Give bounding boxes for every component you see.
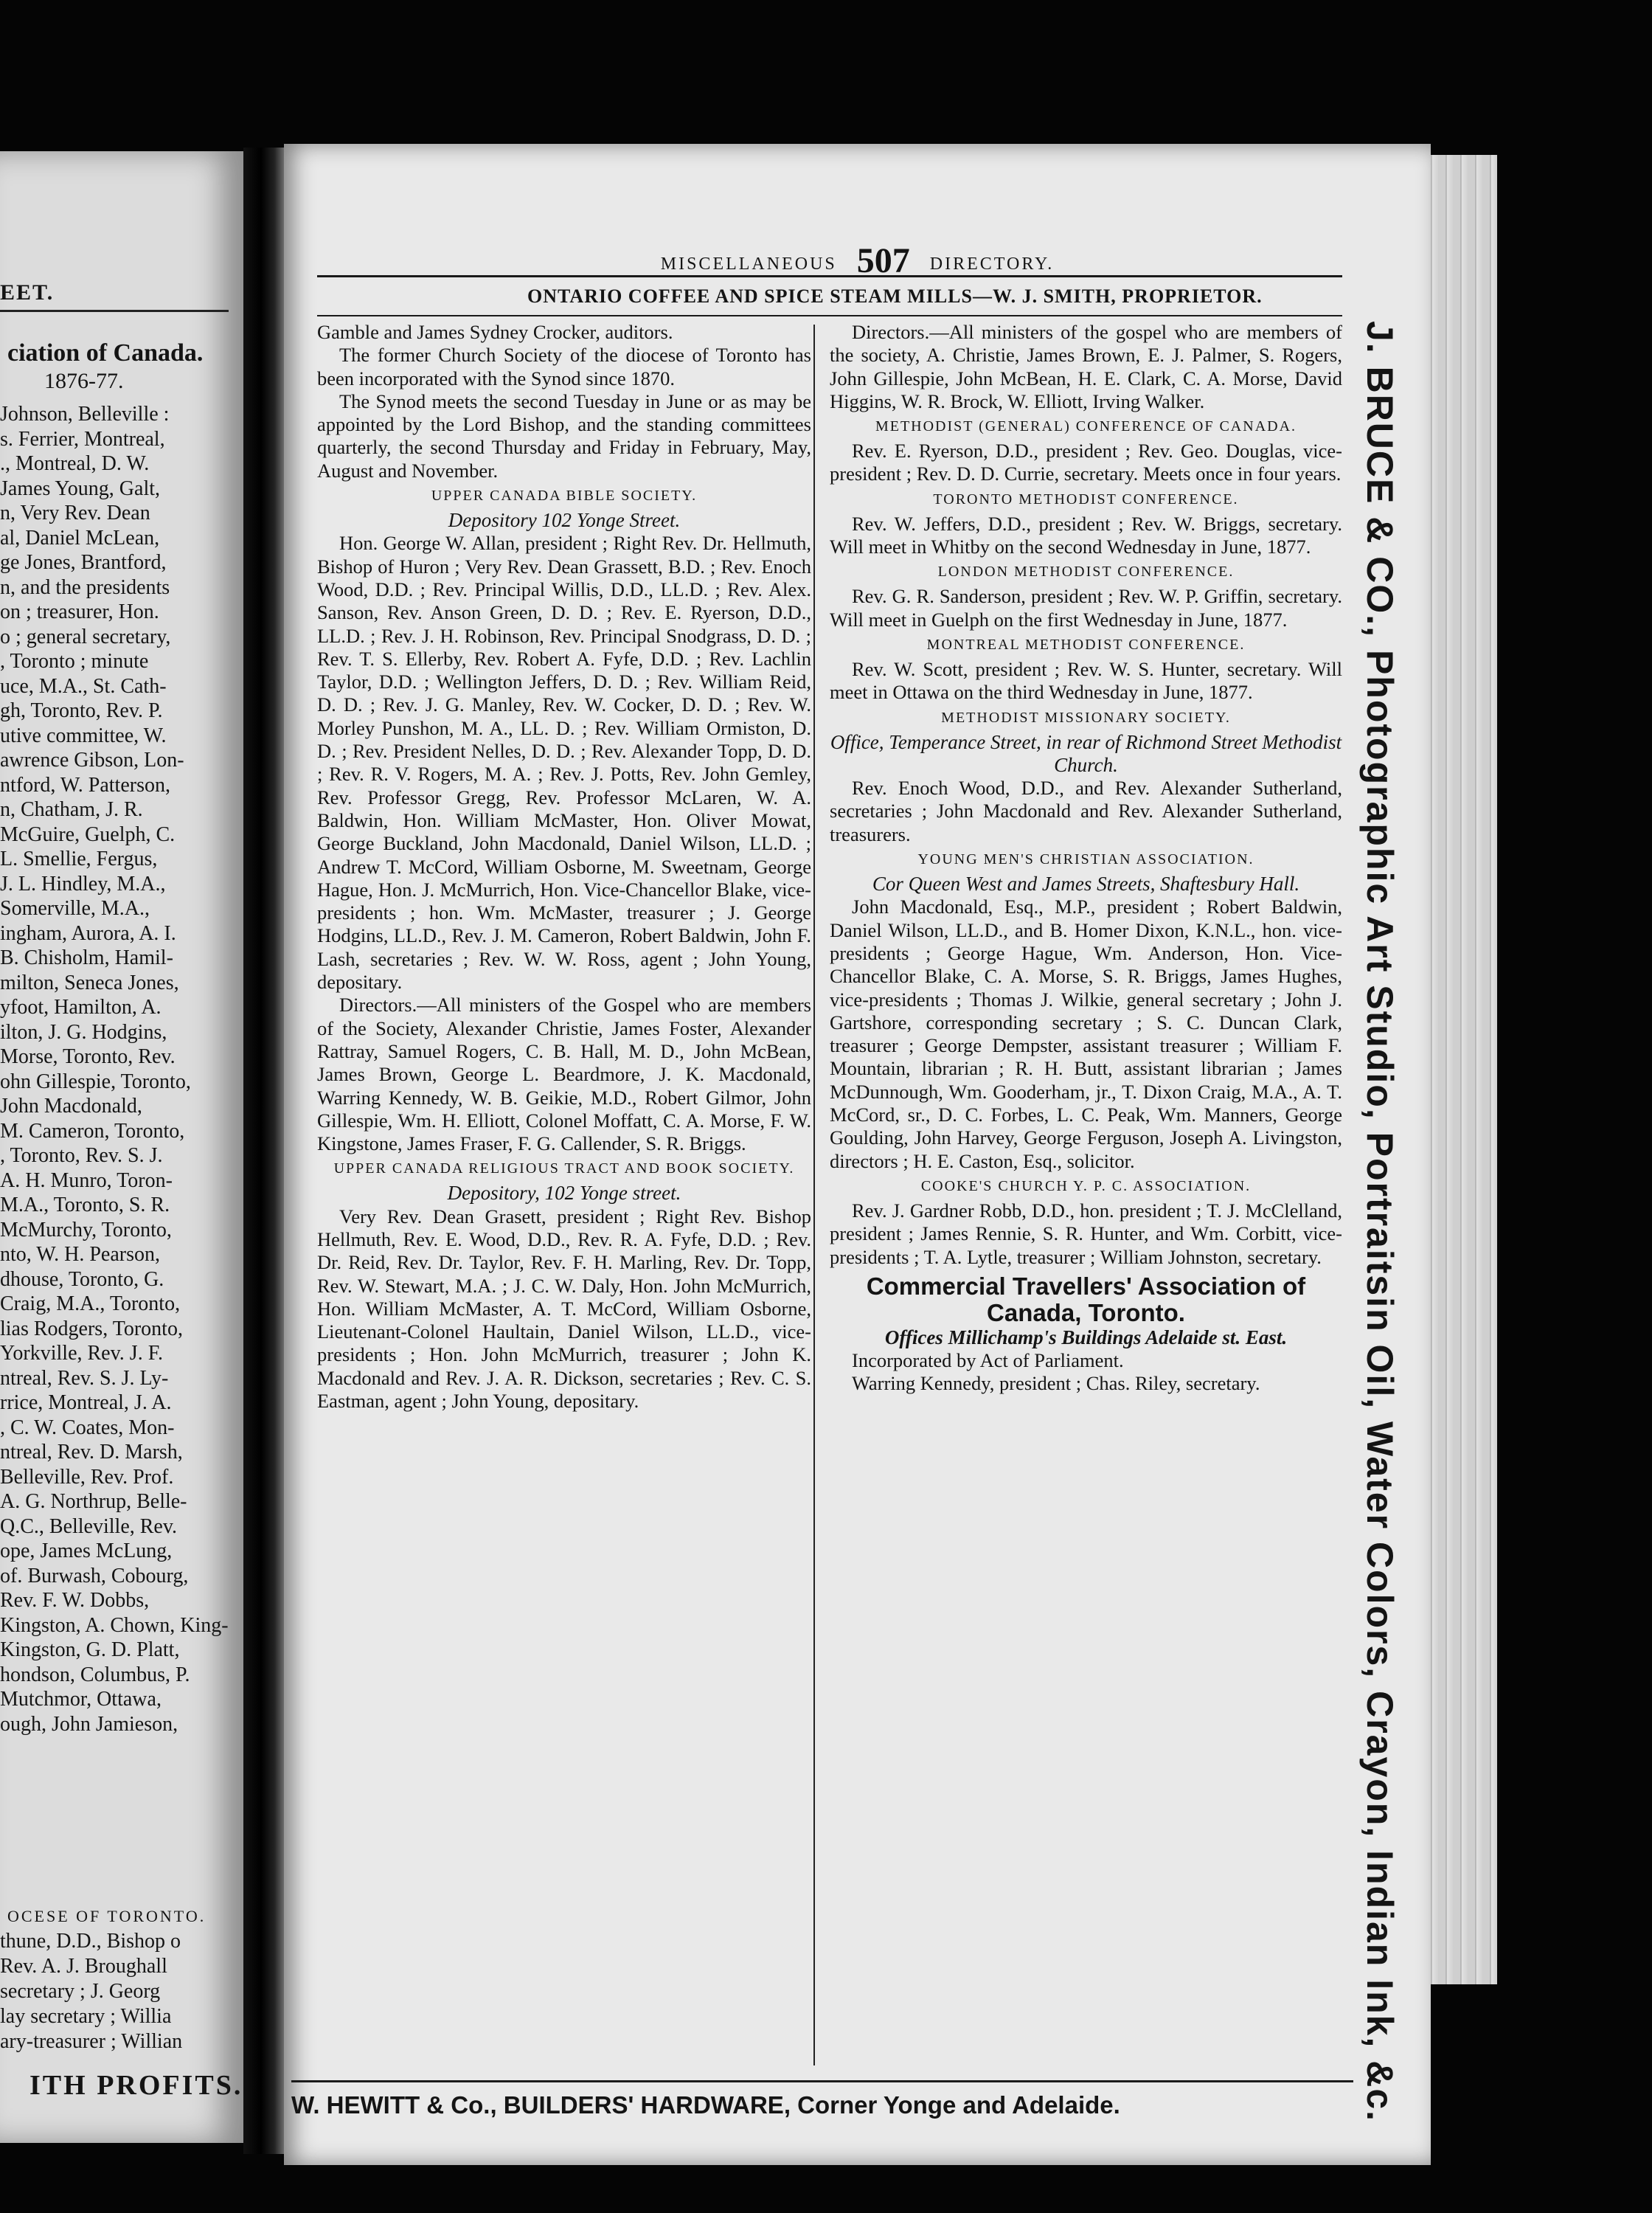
left-page-line: ge Jones, Brantford, [0, 551, 167, 574]
vertical-side-ad: J. BRUCE & CO., Photographic Art Studio, Portraitsin Oil, Water Colors, Crayon, Indian Ink, &c. [1359, 321, 1401, 2123]
left-page-line: , C. W. Coates, Mon- [0, 1416, 175, 1439]
paragraph: The Synod meets the second Tuesday in June or as may be appointed by the Lord Bishop, and the standing committees quarterly, the second Thursday and Friday in February, May, August and November. [317, 389, 811, 482]
left-page-line: L. Smellie, Fergus, [0, 848, 158, 870]
left-page-line: ntford, W. Patterson, [0, 773, 170, 797]
section-heading: METHODIST MISSIONARY SOCIETY. [941, 709, 1231, 726]
footer-rule [291, 2080, 1353, 2082]
section-address: Depository 102 Yonge Street. [448, 509, 681, 532]
left-page-line: s. Ferrier, Montreal, [0, 427, 165, 451]
left-page-line: Mutchmor, Ottawa, [0, 1688, 162, 1711]
left-page-line: Q.C., Belleville, Rev. [0, 1514, 178, 1538]
association-ad-office: Offices Millichamp's Buildings Adelaide st. East. [884, 1326, 1288, 1348]
page-edges [1423, 155, 1497, 1984]
banner-rule [317, 315, 1342, 316]
left-page-line: gh, Toronto, Rev. P. [0, 699, 163, 722]
left-page-line: thune, D.D., Bishop o [0, 1930, 181, 1953]
left-page-line: McGuire, Guelph, C. [0, 822, 176, 846]
left-page-line: A. G. Northrup, Belle- [0, 1490, 187, 1513]
left-page-line: John Macdonald, [0, 1095, 142, 1118]
left-page-line: Belleville, Rev. Prof. [0, 1465, 174, 1489]
left-page-text-lines-2 [0, 1929, 236, 2054]
left-page-line: milton, Seneca Jones, [0, 971, 179, 994]
section-heading: UPPER CANADA BIBLE SOCIETY. [431, 488, 698, 505]
left-page-running-head: EET. [0, 280, 55, 305]
section-heading: COOKE'S CHURCH Y. P. C. ASSOCIATION. [920, 1177, 1252, 1194]
running-head-left: MISCELLANEOUS [660, 254, 837, 274]
left-page-line: Rev. F. W. Dobbs, [0, 1589, 150, 1612]
left-page-line: ough, John Jamieson, [0, 1712, 178, 1736]
paragraph: Rev. J. Gardner Robb, D.D., hon. president ; T. J. McClelland, president ; James Rennie, S. R. Hunter, and Wm. Corbitt, vice-presidents ; T. A. Lytle, treasurer ; William Johnston, secretary. [830, 1199, 1342, 1268]
left-page-subheading: 1876-77. [44, 369, 124, 393]
left-page-line: J. L. Hindley, M.A., [0, 872, 166, 896]
left-page-line: lias Rodgers, Toronto, [0, 1317, 183, 1340]
left-page-line: dhouse, Toronto, G. [0, 1267, 164, 1291]
left-page-line: on ; treasurer, Hon. [0, 600, 159, 623]
paragraph: Directors.—All ministers of the gospel who are members of the society, A. Christie, James Brown, E. J. Palmer, S. Rogers, John Gillespie, John McBean, H. E. Clark, C. A. Morse, David Higgins, W. R. Brock, W. Elliott, Irving Walker. [830, 321, 1342, 412]
left-page-line: of. Burwash, Cobourg, [0, 1564, 189, 1587]
section-heading: YOUNG MEN'S CHRISTIAN ASSOCIATION. [917, 851, 1254, 868]
left-page-heading: ciation of Canada. [7, 339, 204, 367]
left-page-line: utive committee, W. [0, 724, 167, 747]
column-divider [813, 325, 815, 2065]
left-page-line: ingham, Aurora, A. I. [0, 921, 176, 945]
header-rule [317, 275, 1342, 277]
left-page-line: McMurchy, Toronto, [0, 1218, 172, 1241]
section-heading: TORONTO METHODIST CONFERENCE. [933, 491, 1239, 508]
left-page-line: n, and the presidents [0, 575, 170, 599]
left-page-line: ., Montreal, D. W. [0, 452, 150, 475]
left-facing-page [0, 151, 243, 2143]
left-page-line: nto, W. H. Pearson, [0, 1243, 160, 1266]
paragraph: Warring Kennedy, president ; Chas. Riley, secretary. [852, 1372, 1260, 1395]
association-ad-title: Commercial Travellers' Association of Canada, Toronto. [866, 1272, 1306, 1326]
page-number: 507 [856, 241, 910, 280]
left-page-text-lines [0, 402, 236, 1736]
section-heading: MONTREAL METHODIST CONFERENCE. [926, 636, 1246, 653]
paragraph: Rev. W. Scott, president ; Rev. W. S. Hunter, secretary. Will meet in Ottawa on the third Wednesday in June, 1877. [830, 657, 1342, 704]
section-address: Office, Temperance Street, in rear of Richmond Street Methodist Church. [830, 730, 1342, 776]
left-page-line: ope, James McLung, [0, 1540, 173, 1562]
right-column [830, 321, 1342, 2062]
left-page-line: ntreal, Rev. D. Marsh, [0, 1441, 183, 1464]
left-page-line: A. H. Munro, Toron- [0, 1168, 173, 1192]
left-page-line: hondson, Columbus, P. [0, 1663, 190, 1686]
paragraph: Directors.—All ministers of the Gospel who are members of the Society, Alexander Christie, James Foster, Alexander Rattray, Samuel Rogers, C. B. Hall, M. D., John McBean, James Brown, George L. Beardmore, J. K. Macdonald, Warring Kennedy, W. B. Geikie, M.D., Robert Gilmor, John Gillespie, Wm. H. Elliott, Colonel Moffatt, C. A. Morse, F. W. Kingstone, James Fraser, F. G. Callender, S. R. Briggs. [317, 994, 811, 1155]
paragraph: John Macdonald, Esq., M.P., president ; Robert Baldwin, Daniel Wilson, LL.D., and B. Homer Dixon, K.N.L., hon. vice-presidents ; George Hague, Wm. Anderson, Hon. Vice-Chancellor Blake, C. A. Morse, S. R. Briggs, James Hughes, vice-presidents ; Thomas J. Wilkie, general secretary ; John J. Gartshore, corresponding secretary ; S. C. Duncan Clark, treasurer ; George Dempster, assistant treasurer ; William F. Mountain, librarian ; R. H. Butt, assistant librarian ; James McDunnough, Wm. Gooderham, jr., T. Dixon Craig, M.A., A. T. McCord, sr., D. C. Forbes, L. C. Peak, Wm. Manners, George Goulding, John Harvey, George Ferguson, Joseph A. Livingston, directors ; H. E. Caston, Esq., solicitor. [830, 896, 1342, 1172]
left-page-line: n, Chatham, J. R. [0, 798, 143, 821]
left-page-line: o ; general secretary, [0, 625, 171, 648]
paragraph: Rev. Enoch Wood, D.D., and Rev. Alexander Sutherland, secretaries ; John Macdonald and Rev. Alexander Sutherland, treasurers. [830, 777, 1342, 845]
left-page-line: Morse, Toronto, Rev. [0, 1045, 176, 1068]
paragraph: The former Church Society of the diocese of Toronto has been incorporated with the Synod since 1870. [317, 344, 811, 389]
left-page-line: B. Chisholm, Hamil- [0, 946, 173, 969]
left-page-line: Johnson, Belleville : [0, 403, 170, 426]
left-page-line: James Young, Galt, [0, 477, 161, 500]
left-page-line: uce, M.A., St. Cath- [0, 674, 167, 698]
paragraph: Rev. E. Ryerson, D.D., president ; Rev. Geo. Douglas, vice-president ; Rev. D. D. Currie, secretary. Meets once in four years. [830, 440, 1342, 485]
left-page-line: Kingston, G. D. Platt, [0, 1638, 180, 1661]
paragraph: Rev. G. R. Sanderson, president ; Rev. W. P. Griffin, secretary. Will meet in Guelph on the first Wednesday in June, 1877. [830, 585, 1342, 631]
book-gutter [243, 148, 288, 2154]
directory-page [284, 144, 1431, 2165]
left-page-line: Yorkville, Rev. J. F. [0, 1342, 164, 1365]
paragraph: Rev. W. Jeffers, D.D., president ; Rev. W. Briggs, secretary. Will meet in Whitby on the second Wednesday in June, 1877. [830, 512, 1342, 558]
section-address: Depository, 102 Yonge street. [447, 1182, 681, 1205]
running-head [284, 243, 1431, 279]
paragraph: Incorporated by Act of Parliament. [852, 1349, 1124, 1372]
paragraph: Very Rev. Dean Grasett, president ; Right Rev. Bishop Hellmuth, Rev. E. Wood, D.D., Rev. R. A. Fyfe, D.D. ; Rev. Dr. Reid, Rev. Dr. Taylor, Rev. F. H. Marling, Rev. Dr. Topp, Rev. W. Stewart, M.A. ; J. C. W. Daly, Hon. John McMurrich, Hon. William McMaster, A. T. McCord, William Osborne, Lieutenant-Colonel Haultain, Daniel Wilson, LL.D., vice-presidents ; Hon. John McMurrich, treasurer ; John K. Macdonald and Rev. J. A. R. Dickson, secretaries ; Rev. C. S. Eastman, agent ; John Young, depositary. [317, 1205, 811, 1413]
left-page-line: , Toronto, Rev. S. J. [0, 1144, 163, 1167]
left-page-line: yfoot, Hamilton, A. [0, 996, 162, 1019]
left-column [317, 321, 811, 2062]
left-page-line: rrice, Montreal, J. A. [0, 1391, 172, 1414]
left-page-line: Craig, M.A., Toronto, [0, 1292, 181, 1315]
paragraph: Gamble and James Sydney Crocker, auditors. [317, 321, 673, 343]
section-heading: UPPER CANADA RELIGIOUS TRACT AND BOOK SOCIETY. [333, 1160, 795, 1177]
left-page-line: Kingston, A. Chown, King- [0, 1613, 229, 1637]
top-banner-ad: ONTARIO COFFEE AND SPICE STEAM MILLS—W. J. SMITH, PROPRIETOR. [527, 285, 1263, 307]
left-page-rule [0, 310, 229, 312]
left-page-line: ohn Gillespie, Toronto, [0, 1070, 191, 1093]
left-page-footer-ad: ITH PROFITS. [30, 2070, 243, 2101]
left-page-line: ilton, J. G. Hodgins, [0, 1020, 167, 1044]
left-page-line: n, Very Rev. Dean [0, 502, 150, 524]
left-page-section-heading: OCESE OF TORONTO. [7, 1907, 206, 1925]
section-address: Cor Queen West and James Streets, Shaftesbury Hall. [872, 873, 1300, 896]
left-page-line: ary-treasurer ; Willian [0, 2030, 183, 2053]
left-page-line: ntreal, Rev. S. J. Ly- [0, 1366, 169, 1390]
section-heading: METHODIST (GENERAL) CONFERENCE OF CANADA. [875, 418, 1297, 435]
footer-ad: W. HEWITT & Co., BUILDERS' HARDWARE, Corner Yonge and Adelaide. [291, 2091, 1120, 2119]
left-page-line: al, Daniel McLean, [0, 526, 160, 550]
left-page-line: awrence Gibson, Lon- [0, 749, 184, 772]
left-page-line: Rev. A. J. Broughall [0, 1955, 167, 1978]
left-page-line: , Toronto ; minute [0, 650, 149, 673]
paragraph: Hon. George W. Allan, president ; Right Rev. Dr. Hellmuth, Bishop of Huron ; Very Rev. Dean Grassett, B.D. ; Rev. Enoch Wood, D.D. ; Rev. Principal Willis, D.D., LL.D. ; Rev. Alex. Sanson, Rev. Anson Green, D. D. ; Rev. E. Ryerson, D.D., LL.D. ; Rev. J. H. Robinson, Rev. Principal Snodgrass, D. D. ; Rev. T. S. Ellerby, Rev. Robert A. Fyfe, D.D. ; Rev. Lachlin Taylor, D.D. ; Wellington Jeffers, D. D. ; Rev. William Reid, D. D. ; Rev. J. G. Manley, Rev. W. Cocker, D. D. ; Rev. W. Morley Punshon, M. A., LL. D. ; Rev. William Ormiston, D. D. ; Rev. President Nelles, D. D. ; Rev. Alexander Topp, D. D. ; Rev. R. V. Rogers, M. A. ; Rev. J. Potts, Rev. John Gemley, Rev. Professor Gregg, Rev. Professor McLaren, W. A. Baldwin, Hon. William McMaster, Hon. Oliver Mowat, George Buckland, John Macdonald, Daniel Wilson, LL.D. ; Andrew T. McCord, William Osborne, M. Sweetnam, George Hague, Hon. J. McMurrich, Hon. Vice-Chancellor Blake, vice-presidents ; hon. Wm. McMaster, treasurer ; J. George Hodgins, LL.D., Rev. J. M. Cameron, Robert Baldwin, John F. Lash, secretaries ; Rev. W. W. Ross, agent ; John Young, depositary. [317, 532, 811, 994]
section-heading: LONDON METHODIST CONFERENCE. [937, 564, 1235, 581]
left-page-line: Somerville, M.A., [0, 897, 150, 920]
left-page-line: lay secretary ; Willia [0, 2005, 172, 2028]
running-head-right: DIRECTORY. [929, 254, 1055, 274]
left-page-line: secretary ; J. Georg [0, 1980, 161, 2003]
left-page-line: M. Cameron, Toronto, [0, 1119, 185, 1143]
left-page-line: M.A., Toronto, S. R. [0, 1194, 170, 1216]
